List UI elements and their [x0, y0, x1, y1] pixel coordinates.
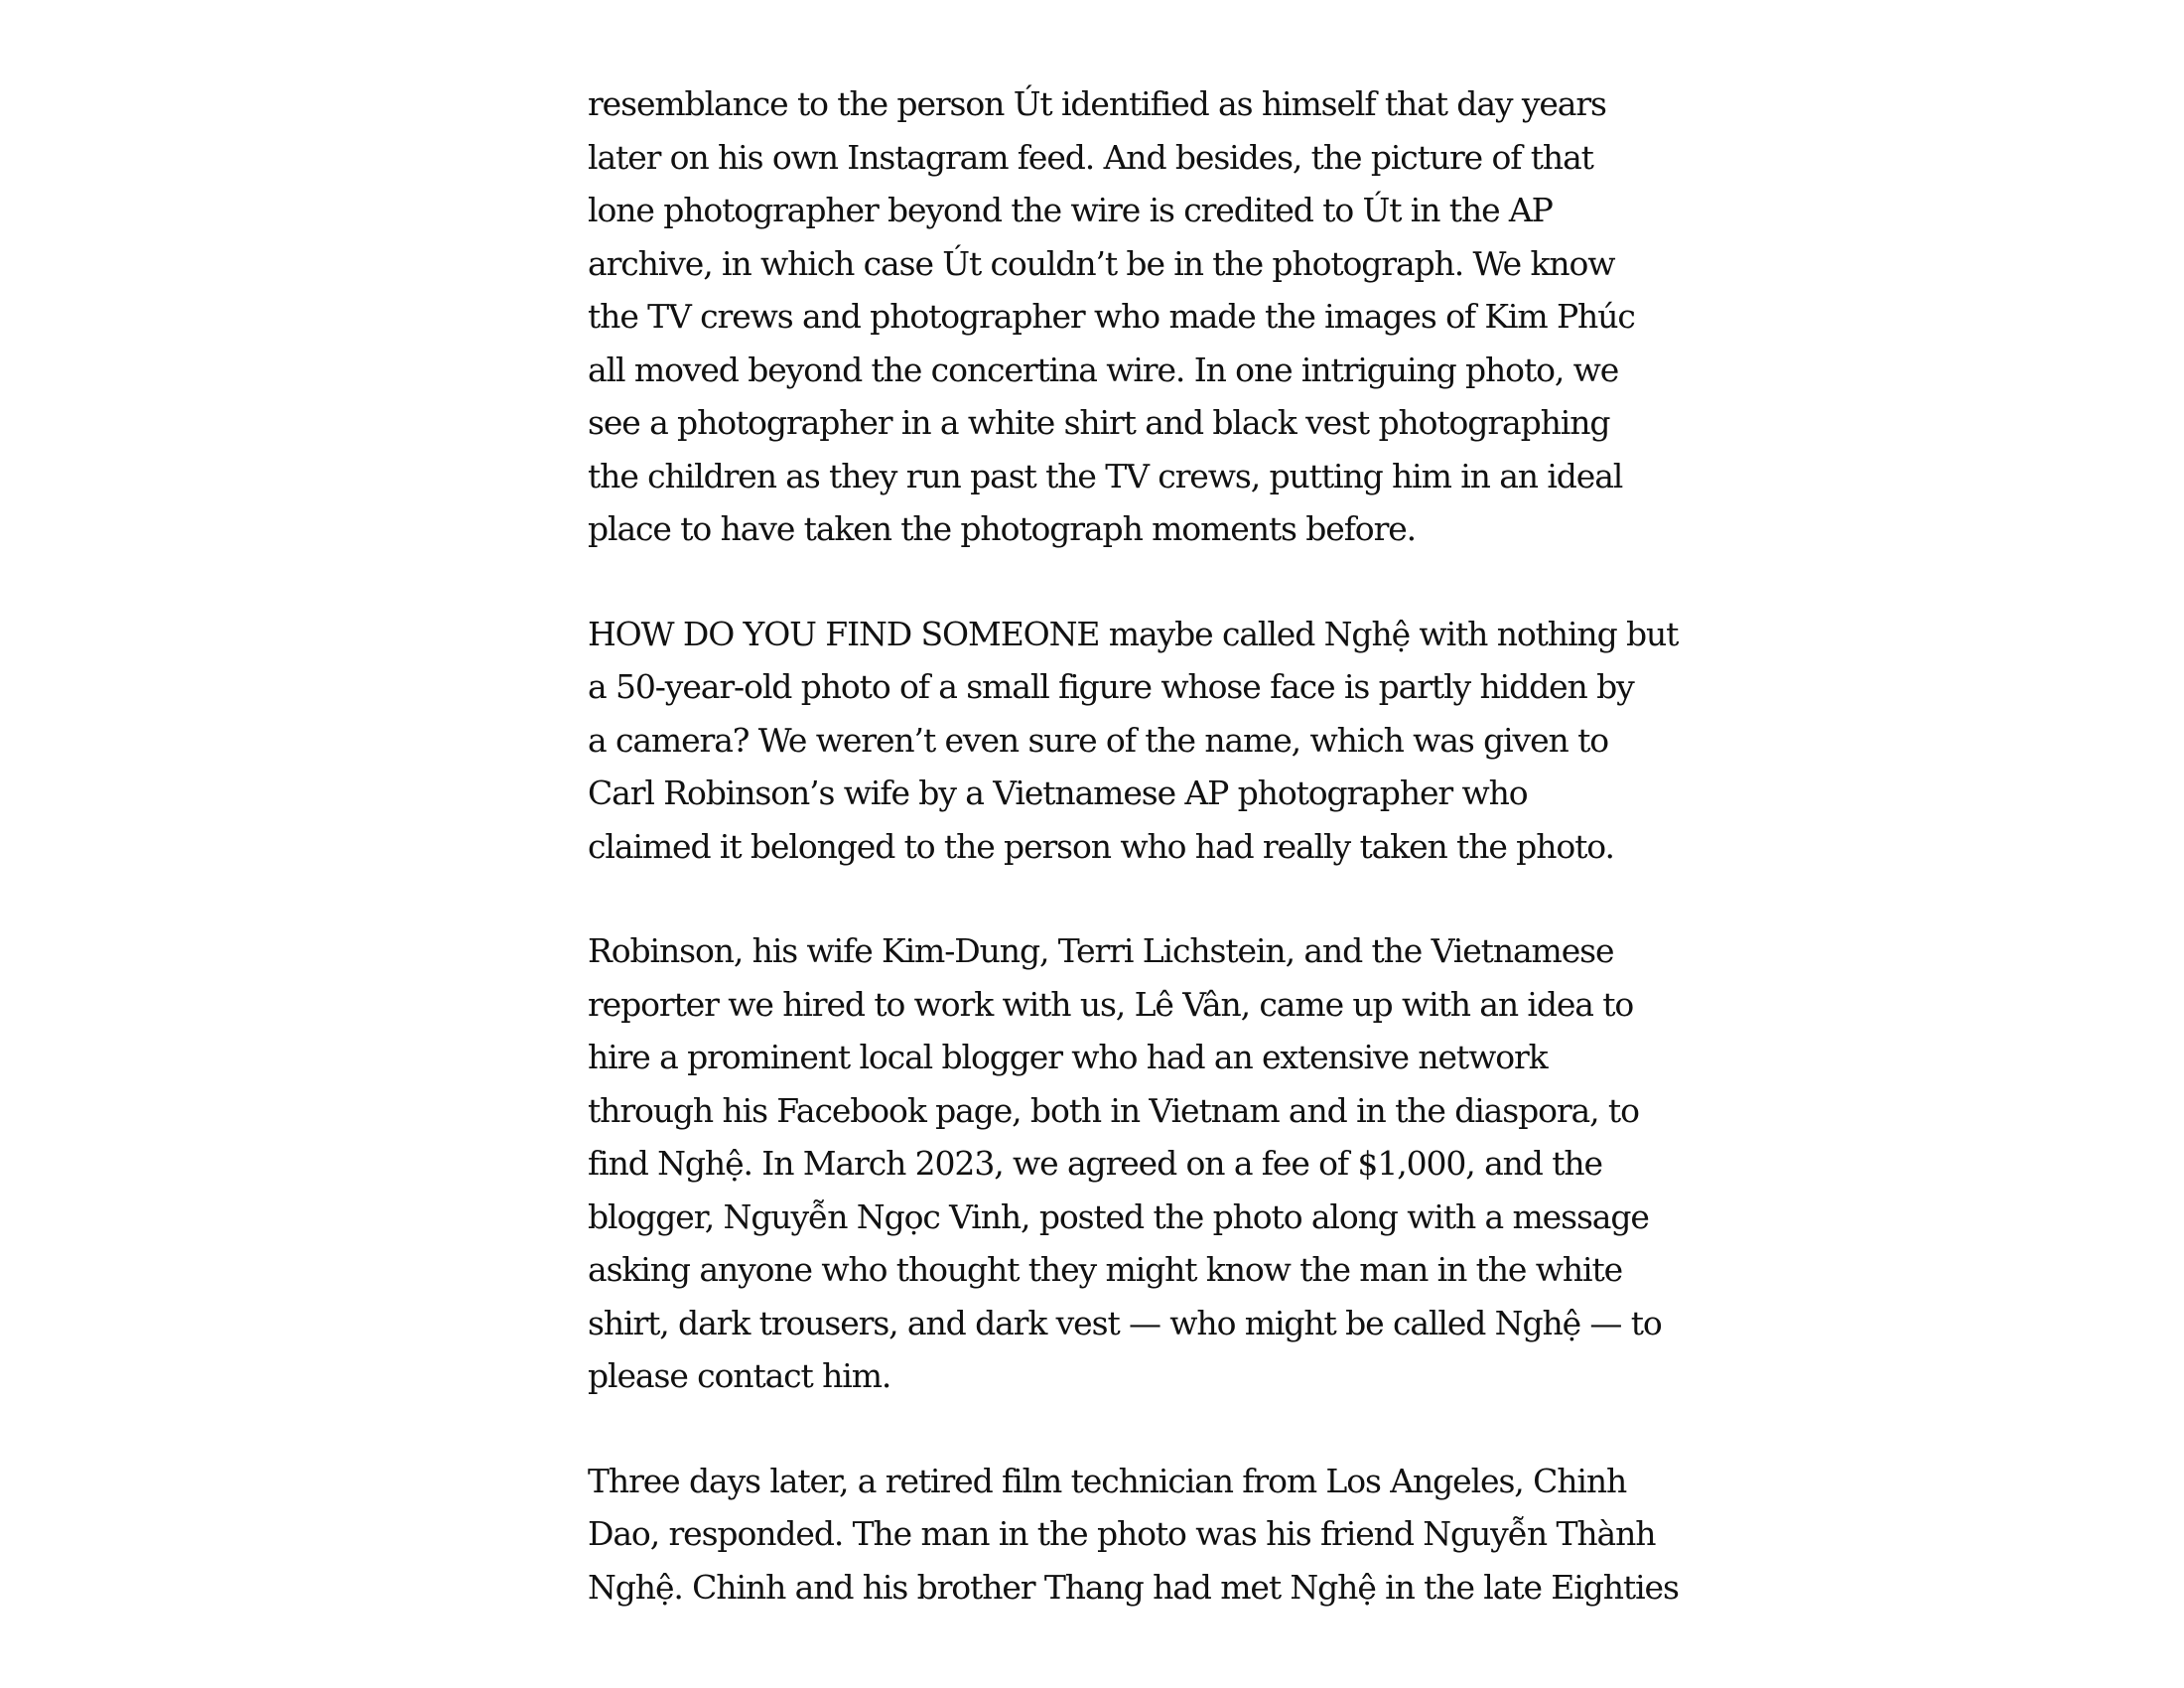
- text-line: find Nghệ. In March 2023, we agreed on a fee of $1,000, and the: [588, 1144, 1602, 1183]
- text-line: all moved beyond the concertina wire. In one intriguing photo, we: [588, 350, 1619, 389]
- paragraph-3: [588, 924, 1662, 1403]
- text-line: archive, in which case Út couldn’t be in the photograph. We know: [588, 243, 1615, 283]
- text-line: please contact him.: [588, 1356, 891, 1395]
- text-line: reporter we hired to work with us, Lê Vân, came up with an idea to: [588, 984, 1634, 1024]
- text-line: a 50-year-old photo of a small figure whose face is partly hidden by: [588, 667, 1634, 706]
- text-line: HOW DO YOU FIND SOMEONE maybe called Nghệ with nothing but: [588, 614, 1679, 653]
- text-line: Carl Robinson’s wife by a Vietnamese AP photographer who: [588, 774, 1528, 812]
- text-line: Nghệ. Chinh and his brother Thang had met Nghệ in the late Eighties: [588, 1567, 1679, 1607]
- text-line: asking anyone who thought they might know the man in the white: [588, 1250, 1623, 1289]
- text-line: through his Facebook page, both in Vietnam and in the diaspora, to: [588, 1090, 1639, 1130]
- paragraph-4: [588, 1455, 1679, 1615]
- text-line: place to have taken the photograph moments before.: [588, 509, 1417, 548]
- text-line: Dao, responded. The man in the photo was his friend Nguyễn Thành: [588, 1514, 1656, 1553]
- text-line: the TV crews and photographer who made the images of Kim Phúc: [588, 297, 1635, 336]
- text-line: resemblance to the person Út identified as himself that day years: [588, 84, 1606, 123]
- text-line: the children as they run past the TV crews, putting him in an ideal: [588, 456, 1623, 495]
- paragraph-1: [588, 77, 1635, 556]
- paragraph-2: [588, 608, 1679, 874]
- text-line: Robinson, his wife Kim-Dung, Terri Lichstein, and the Vietnamese: [588, 931, 1614, 970]
- text-line: Three days later, a retired film technician from Los Angeles, Chinh: [588, 1461, 1627, 1500]
- text-line: see a photographer in a white shirt and black vest photographing: [588, 403, 1610, 442]
- text-line: hire a prominent local blogger who had an extensive network: [588, 1038, 1548, 1076]
- text-line: later on his own Instagram feed. And besides, the picture of that: [588, 137, 1593, 177]
- article-body: [588, 77, 1679, 1614]
- text-line: a camera? We weren’t even sure of the name, which was given to: [588, 720, 1609, 760]
- text-line: blogger, Nguyễn Ngọc Vinh, posted the photo along with a message: [588, 1196, 1649, 1236]
- text-line: shirt, dark trousers, and dark vest — who might be called Nghệ — to: [588, 1303, 1662, 1342]
- text-line: lone photographer beyond the wire is credited to Út in the AP: [588, 191, 1553, 229]
- text-line: claimed it belonged to the person who had really taken the photo.: [588, 826, 1614, 866]
